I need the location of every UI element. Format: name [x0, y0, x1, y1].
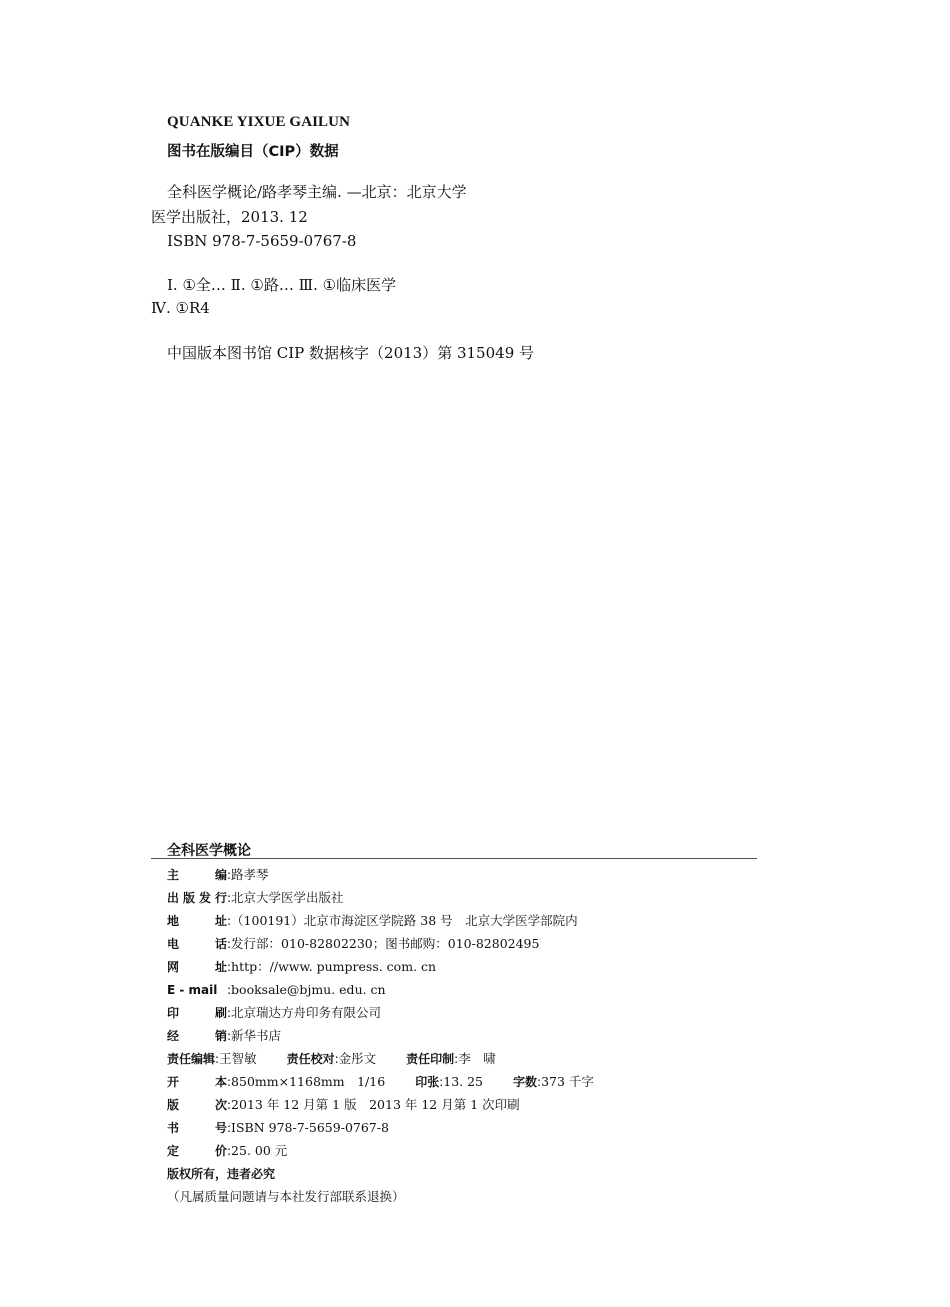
word-count-label: 字数	[513, 1075, 538, 1089]
info-row-distributor: 经 销:新华书店	[167, 1028, 282, 1043]
editor-value: 路孝琴	[231, 867, 269, 882]
website-label: 网 址	[167, 960, 227, 974]
publisher-label: 出版发行	[167, 891, 227, 905]
proofreader-value: 金彤文	[338, 1051, 377, 1066]
email-value: booksale@bjmu. edu. cn	[231, 982, 386, 997]
sheets-value: 13. 25	[443, 1074, 484, 1089]
edition-label: 版 次	[167, 1098, 227, 1112]
address-label: 地 址	[167, 914, 227, 928]
return-notice: （凡属质量问题请与本社发行部联系退换）	[167, 1189, 405, 1204]
responsible-editor-value: 王智敏	[219, 1051, 257, 1066]
copyright-notice: 版权所有，违者必究	[167, 1167, 276, 1181]
info-row-price: 定 价:25. 00 元	[167, 1143, 288, 1158]
info-row-responsibilities: 责任编辑:王智敏 责任校对:金彤文 责任印制:李 啸	[167, 1051, 496, 1066]
printer-label: 印 刷	[167, 1006, 227, 1020]
price-label: 定 价	[167, 1144, 227, 1158]
book-number-value: ISBN 978-7-5659-0767-8	[231, 1120, 389, 1135]
format-value: 850mm×1168mm 1/16	[231, 1074, 386, 1089]
print-manager-label: 责任印制	[406, 1052, 455, 1066]
info-row-format: 开 本:850mm×1168mm 1/16 印张:13. 25 字数:373 千字	[167, 1074, 594, 1089]
price-value: 25. 00 元	[231, 1143, 288, 1158]
info-row-printer: 印 刷:北京瑞达方舟印务有限公司	[167, 1005, 382, 1020]
cip-entry-line-2: 医学出版社，2013. 12	[151, 208, 308, 226]
info-row-email: E - mail :booksale@bjmu. edu. cn	[167, 982, 386, 997]
book-info-title: 全科医学概论	[167, 843, 251, 859]
distributor-label: 经 销	[167, 1029, 227, 1043]
book-info-divider	[151, 858, 757, 859]
info-row-phone: 电 话:发行部：010-82802230；图书邮购：010-82802495	[167, 936, 540, 951]
sheets-label: 印张	[415, 1075, 440, 1089]
cip-subject-line-1: Ⅰ. ①全… Ⅱ. ①路… Ⅲ. ①临床医学	[167, 276, 397, 294]
info-row-book-number: 书 号:ISBN 978-7-5659-0767-8	[167, 1120, 389, 1135]
distributor-value: 新华书店	[231, 1028, 282, 1043]
info-row-edition: 版 次:2013 年 12 月第 1 版 2013 年 12 月第 1 次印刷	[167, 1097, 520, 1112]
publisher-value: 北京大学医学出版社	[231, 890, 344, 905]
website-value: http：//www. pumpress. com. cn	[231, 959, 437, 974]
info-row-editor: 主 编:路孝琴	[167, 867, 269, 882]
book-number-label: 书 号	[167, 1121, 227, 1135]
pinyin-title: QUANKE YIXUE GAILUN	[167, 114, 351, 130]
cip-record-number: 中国版本图书馆 CIP 数据核字（2013）第 315049 号	[167, 344, 535, 362]
proofreader-label: 责任校对	[286, 1052, 335, 1066]
edition-value: 2013 年 12 月第 1 版 2013 年 12 月第 1 次印刷	[231, 1097, 520, 1112]
cip-subject-line-2: Ⅳ. ①R4	[151, 299, 210, 317]
info-row-website: 网 址:http：//www. pumpress. com. cn	[167, 959, 437, 974]
email-label: E - mail	[167, 983, 218, 997]
cip-entry-line-1: 全科医学概论/路孝琴主编. —北京：北京大学	[167, 183, 467, 201]
cip-heading: 图书在版编目（CIP）数据	[167, 144, 339, 160]
phone-label: 电 话	[167, 937, 227, 951]
address-value: （100191）北京市海淀区学院路 38 号 北京大学医学部院内	[231, 913, 578, 928]
info-row-publisher: 出版发行:北京大学医学出版社	[167, 890, 344, 905]
responsible-editor-label: 责任编辑	[167, 1052, 216, 1066]
phone-value: 发行部：010-82802230；图书邮购：010-82802495	[231, 936, 540, 951]
print-manager-value: 李 啸	[458, 1051, 496, 1066]
cip-isbn: ISBN 978-7-5659-0767-8	[167, 232, 357, 250]
format-label: 开 本	[167, 1075, 227, 1089]
info-row-address: 地 址:（100191）北京市海淀区学院路 38 号 北京大学医学部院内	[167, 913, 578, 928]
printer-value: 北京瑞达方舟印务有限公司	[231, 1005, 382, 1020]
word-count-value: 373 千字	[541, 1074, 594, 1089]
editor-label: 主 编	[167, 868, 227, 882]
